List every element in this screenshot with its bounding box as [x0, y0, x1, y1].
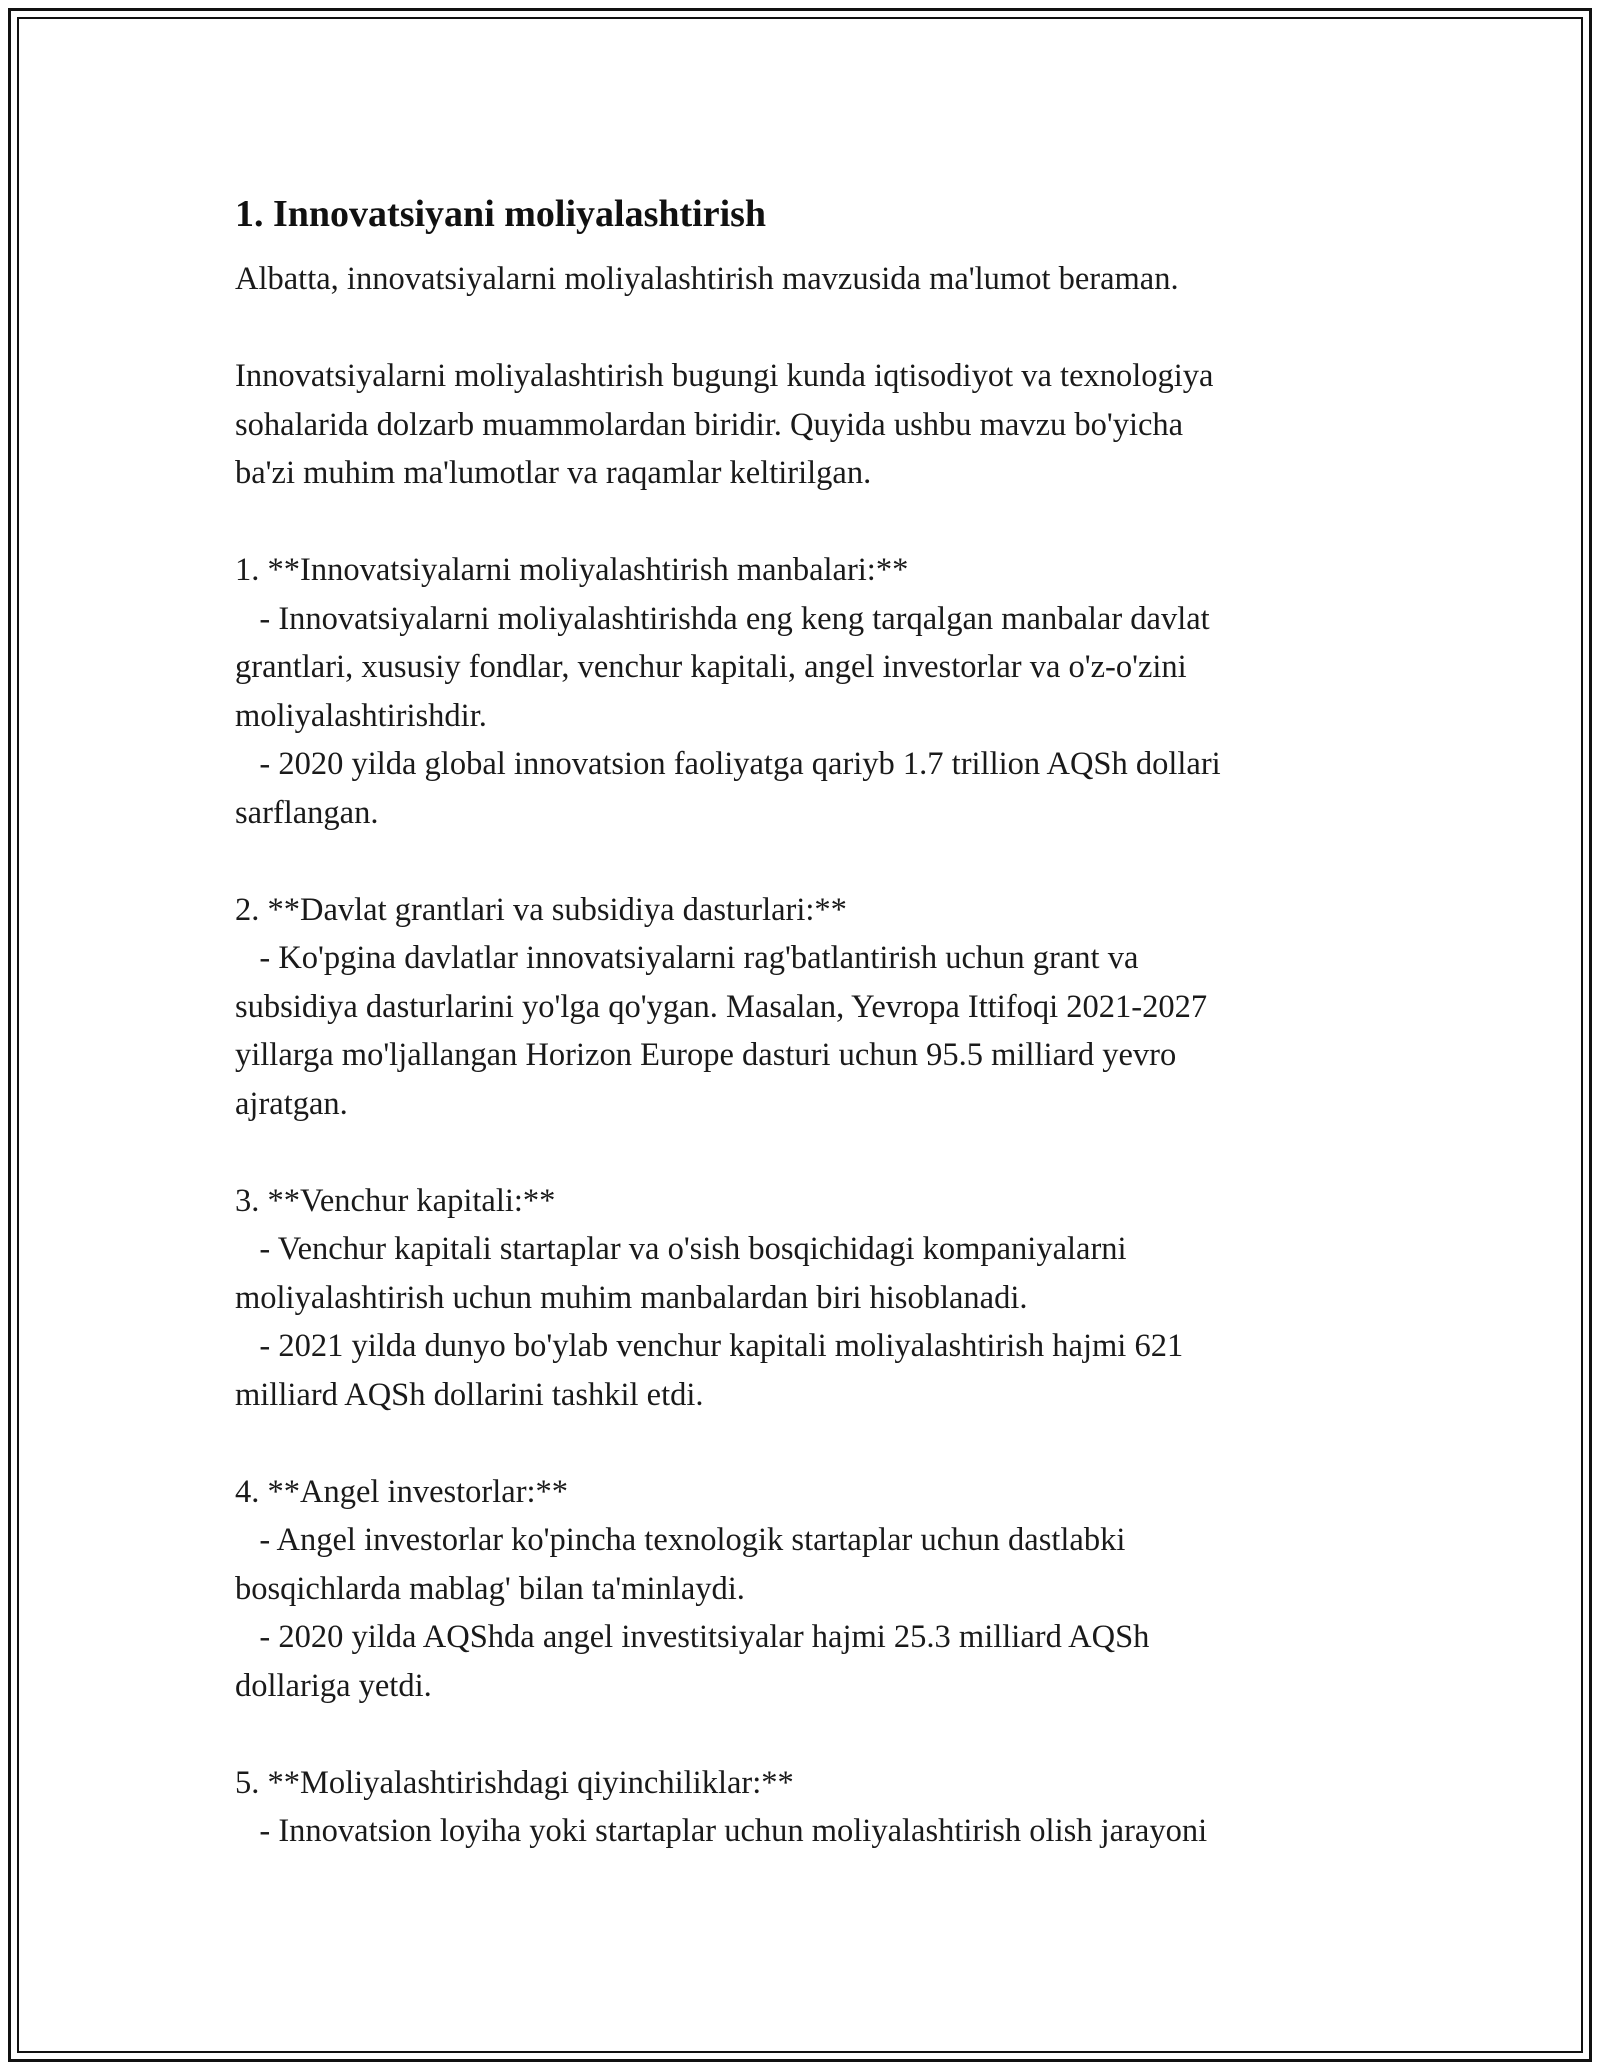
- document-title: 1. Innovatsiyani moliyalashtirish: [235, 193, 767, 235]
- text-line: [235, 1419, 1355, 1468]
- text-line: moliyalashtirish uchun muhim manbalardan biri hisoblanadi.: [235, 1279, 1028, 1316]
- section-heading-line: 2. **Davlat grantlari va subsidiya dasturlari:**: [235, 891, 847, 928]
- text-line: [235, 1128, 1355, 1177]
- text-line: [235, 304, 1355, 353]
- text-line: dollariga yetdi.: [235, 1667, 432, 1704]
- document-body: [235, 185, 1355, 1856]
- text-line: sohalarida dolzarb muammolardan biridir. Quyida ushbu mavzu bo'yicha: [235, 406, 1184, 443]
- text-line: Innovatsiyalarni moliyalashtirish bugungi kunda iqtisodiyot va texnologiya: [235, 358, 1214, 394]
- text-line: sarflangan.: [235, 794, 379, 831]
- section-heading-line: 1. **Innovatsiyalarni moliyalashtirish manbalari:**: [235, 552, 909, 588]
- text-line: bosqichlarda mablag' bilan ta'minlaydi.: [235, 1570, 745, 1607]
- text-line: ajratgan.: [235, 1085, 348, 1122]
- text-line: milliard AQSh dollarini tashkil etdi.: [235, 1376, 704, 1413]
- text-line: - 2020 yilda global innovatsion faoliyatga qariyb 1.7 trillion AQSh dollari: [235, 746, 1221, 782]
- text-line: - Angel investorlar ko'pincha texnologik startaplar uchun dastlabki: [235, 1522, 1126, 1558]
- text-line: moliyalashtirishdir.: [235, 697, 487, 734]
- text-line: - Venchur kapitali startaplar va o'sish bosqichidagi kompaniyalarni: [235, 1231, 1127, 1267]
- text-line: [235, 498, 1355, 547]
- section-heading-line: 5. **Moliyalashtirishdagi qiyinchiliklar:**: [235, 1764, 794, 1801]
- text-line: ba'zi muhim ma'lumotlar va raqamlar keltirilgan.: [235, 455, 872, 491]
- text-line: - Ko'pgina davlatlar innovatsiyalarni rag'batlantirish uchun grant va: [235, 940, 1139, 976]
- section-heading-line: 3. **Venchur kapitali:**: [235, 1182, 556, 1219]
- text-line: yillarga mo'ljallangan Horizon Europe dasturi uchun 95.5 milliard yevro: [235, 1037, 1177, 1073]
- text-line: - Innovatsiyalarni moliyalashtirishda eng keng tarqalgan manbalar davlat: [235, 600, 1210, 637]
- text-line: grantlari, xususiy fondlar, venchur kapitali, angel investorlar va o'z-o'zini: [235, 649, 1187, 685]
- text-line: [235, 1710, 1355, 1759]
- text-line: - 2020 yilda AQShda angel investitsiyalar hajmi 25.3 milliard AQSh: [235, 1619, 1150, 1655]
- text-line: - 2021 yilda dunyo bo'ylab venchur kapitali moliyalashtirish hajmi 621: [235, 1328, 1184, 1364]
- section-heading-line: 4. **Angel investorlar:**: [235, 1473, 569, 1510]
- intro-line: Albatta, innovatsiyalarni moliyalashtirish mavzusida ma'lumot beraman.: [235, 261, 1179, 297]
- text-line: - Innovatsion loyiha yoki startaplar uchun moliyalashtirish olish jarayoni: [235, 1813, 1208, 1849]
- text-line: [235, 837, 1355, 886]
- document-text: [235, 255, 1355, 1856]
- text-line: subsidiya dasturlarini yo'lga qo'ygan. Masalan, Yevropa Ittifoqi 2021-2027: [235, 988, 1208, 1025]
